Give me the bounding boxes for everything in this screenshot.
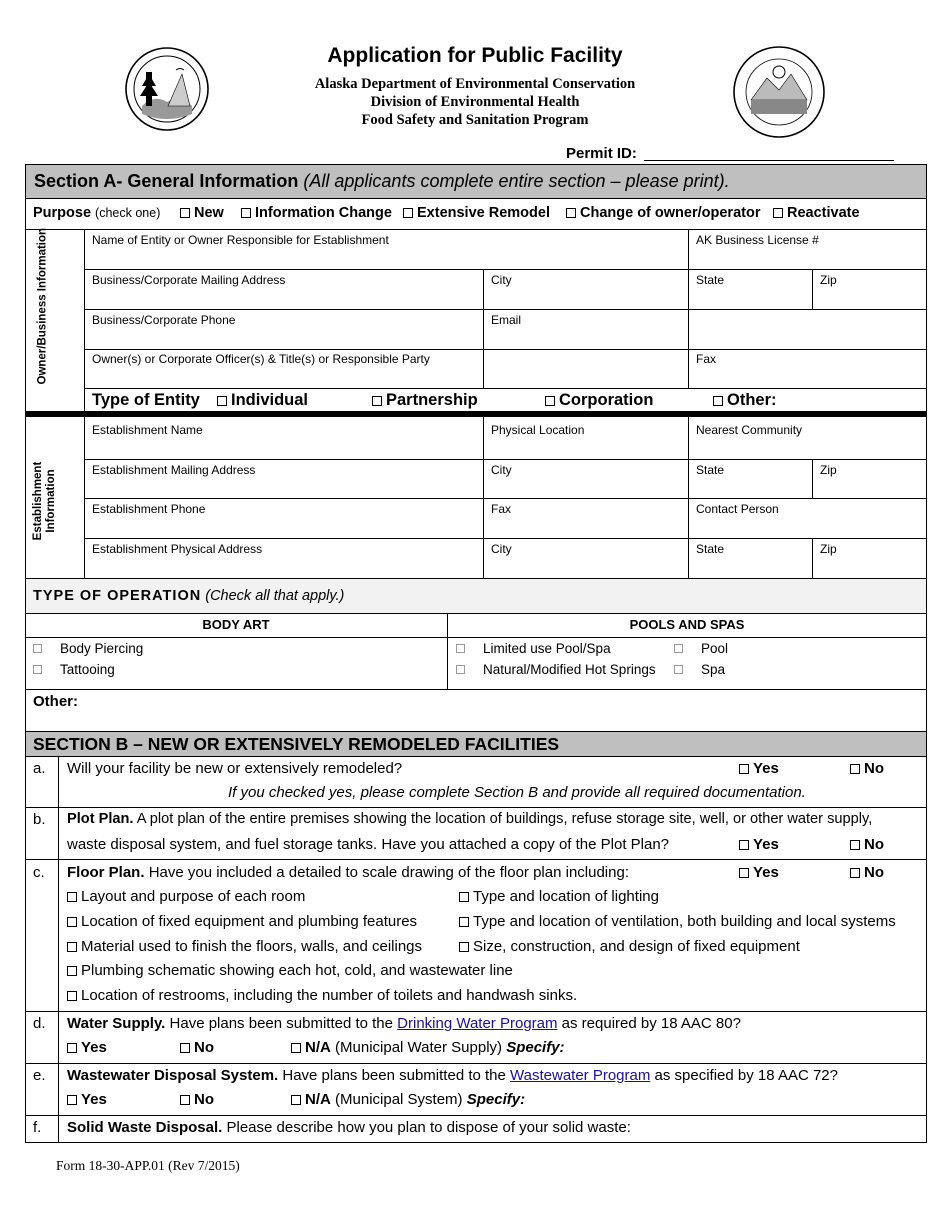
floor-plan-item[interactable]: Type and location of lighting xyxy=(459,888,659,905)
checkbox-icon xyxy=(217,396,227,406)
checkbox-icon xyxy=(180,1095,190,1105)
floor-plan-item[interactable]: Plumbing schematic showing each hot, cold, and wastewater line xyxy=(67,962,513,979)
item-a-question: Will your facility be new or extensively remodeled? xyxy=(67,760,403,777)
item-e-yes[interactable]: Yes xyxy=(67,1091,107,1108)
establishment-physical-address-field[interactable]: Establishment Physical Address xyxy=(92,542,263,556)
checkbox-icon xyxy=(67,942,77,952)
checkbox-icon xyxy=(67,917,77,927)
checkbox-icon xyxy=(850,840,860,850)
section-divider xyxy=(25,411,927,417)
business-state-field[interactable]: State xyxy=(696,273,725,287)
body-art-header: BODY ART xyxy=(202,617,270,632)
floor-plan-item[interactable]: Location of fixed equipment and plumbing features xyxy=(67,913,417,930)
checkbox-icon xyxy=(739,764,749,774)
checkbox-icon xyxy=(739,868,749,878)
spa-option[interactable]: Spa xyxy=(674,662,725,677)
checkbox-icon xyxy=(456,665,465,674)
item-a-letter: a. xyxy=(33,760,46,777)
wastewater-program-link[interactable]: Wastewater Program xyxy=(510,1067,651,1084)
checkbox-icon xyxy=(566,208,576,218)
checkbox-icon xyxy=(773,208,783,218)
checkbox-icon xyxy=(67,966,77,976)
nearest-community-field[interactable]: Nearest Community xyxy=(696,423,803,437)
establishment-mailing-address-field[interactable]: Establishment Mailing Address xyxy=(92,463,256,477)
floor-plan-item[interactable]: Material used to finish the floors, walls, and ceilings xyxy=(67,938,422,955)
item-e-na[interactable]: N/A (Municipal System) Specify: xyxy=(291,1091,525,1108)
checkbox-icon xyxy=(67,1095,77,1105)
item-b-line1: Plot Plan. A plot plan of the entire premises showing the location of buildings, refuse storage site, well, or other water supply, xyxy=(67,811,873,827)
division-name: Division of Environmental Health xyxy=(370,94,580,110)
business-mailing-address-field[interactable]: Business/Corporate Mailing Address xyxy=(92,273,286,287)
checkbox-icon xyxy=(241,208,251,218)
entity-type-partnership[interactable]: Partnership xyxy=(372,391,478,410)
establishment-phone-field[interactable]: Establishment Phone xyxy=(92,502,206,516)
section-b-title: SECTION B – NEW OR EXTENSIVELY REMODELED FACILITIES xyxy=(33,734,560,754)
floor-plan-item[interactable]: Location of restrooms, including the number of toilets and handwash sinks. xyxy=(67,987,577,1004)
checkbox-icon xyxy=(739,840,749,850)
entity-name-field[interactable]: Name of Entity or Owner Responsible for Establishment xyxy=(92,233,389,247)
purpose-hint: (check one) xyxy=(95,206,161,220)
item-a-yes[interactable]: Yes xyxy=(739,760,779,777)
item-d-na[interactable]: N/A (Municipal Water Supply) Specify: xyxy=(291,1039,565,1056)
checkbox-icon xyxy=(67,1043,77,1053)
item-b-line2: waste disposal system, and fuel storage tanks. Have you attached a copy of the Plot Plan? xyxy=(67,836,670,853)
operation-label: TYPE OF OPERATION xyxy=(33,588,202,604)
tattooing-option[interactable]: Tattooing xyxy=(33,662,115,677)
checkbox-icon xyxy=(403,208,413,218)
business-zip-field[interactable]: Zip xyxy=(820,273,837,287)
responsible-party-field[interactable]: Owner(s) or Corporate Officer(s) & Title(s) or Responsible Party xyxy=(92,352,430,366)
checkbox-icon xyxy=(456,644,465,653)
business-city-field[interactable]: City xyxy=(491,273,512,287)
body-piercing-option[interactable]: Body Piercing xyxy=(33,641,143,656)
department-name: Alaska Department of Environmental Conservation xyxy=(314,76,636,92)
checkbox-icon xyxy=(459,917,469,927)
checkbox-icon xyxy=(545,396,555,406)
checkbox-icon xyxy=(459,942,469,952)
section-a-header xyxy=(25,164,927,199)
item-f-question[interactable]: Solid Waste Disposal. Please describe how you plan to dispose of your solid waste: xyxy=(67,1119,631,1136)
floor-plan-item[interactable]: Layout and purpose of each room xyxy=(67,888,305,905)
purpose-option-reactivate[interactable]: Reactivate xyxy=(773,205,860,221)
purpose-option-change-owner[interactable]: Change of owner/operator xyxy=(566,205,760,221)
item-d-letter: d. xyxy=(33,1015,46,1032)
section-a-subtitle: (All applicants complete entire section – please print). xyxy=(303,171,730,191)
checkbox-icon xyxy=(850,868,860,878)
form-number: Form 18-30-APP.01 (Rev 7/2015) xyxy=(56,1158,240,1173)
checkbox-icon xyxy=(459,892,469,902)
item-b-yes[interactable]: Yes xyxy=(739,836,779,853)
establishment-city2-field[interactable]: City xyxy=(491,542,512,556)
checkbox-icon xyxy=(67,892,77,902)
purpose-label: Purpose xyxy=(33,205,92,221)
checkbox-icon xyxy=(67,991,77,1001)
establishment-zip-field[interactable]: Zip xyxy=(820,463,837,477)
item-e-no[interactable]: No xyxy=(180,1091,214,1108)
item-d-question: Water Supply. Have plans been submitted to the Drinking Water Program as required by 18 AAC 80? xyxy=(67,1015,741,1032)
permit-id-field[interactable] xyxy=(644,160,894,161)
checkbox-icon xyxy=(674,644,683,653)
checkbox-icon xyxy=(180,208,190,218)
permit-id-label: Permit ID: xyxy=(566,145,637,162)
checkbox-icon xyxy=(713,396,723,406)
checkbox-icon xyxy=(33,665,42,674)
checkbox-icon xyxy=(291,1043,301,1053)
purpose-option-new[interactable]: New xyxy=(180,205,224,221)
business-phone-field[interactable]: Business/Corporate Phone xyxy=(92,313,236,327)
item-a-note: If you checked yes, please complete Section B and provide all required documentation. xyxy=(228,784,806,801)
item-c-yes[interactable]: Yes xyxy=(739,864,779,881)
business-email-field[interactable]: Email xyxy=(491,313,522,327)
checkbox-icon xyxy=(372,396,382,406)
item-b-no[interactable]: No xyxy=(850,836,884,853)
physical-location-field[interactable]: Physical Location xyxy=(491,423,585,437)
purpose-option-extensive-remodel[interactable]: Extensive Remodel xyxy=(403,205,550,221)
business-fax-field[interactable]: Fax xyxy=(696,352,717,366)
operation-header xyxy=(33,588,344,604)
operation-hint: (Check all that apply.) xyxy=(205,588,345,604)
checkbox-icon xyxy=(180,1043,190,1053)
purpose-row xyxy=(33,205,160,221)
entity-type-other[interactable]: Other: xyxy=(713,391,777,410)
item-b-letter: b. xyxy=(33,811,46,828)
limited-use-pool-option[interactable]: Limited use Pool/Spa xyxy=(456,641,611,656)
item-c-question: Floor Plan. Have you included a detailed to scale drawing of the floor plan including: xyxy=(67,864,629,881)
establishment-city-field[interactable]: City xyxy=(491,463,512,477)
purpose-option-info-change[interactable]: Information Change xyxy=(241,205,392,221)
item-c-no[interactable]: No xyxy=(850,864,884,881)
pools-spas-header: POOLS AND SPAS xyxy=(629,617,745,632)
floor-plan-item[interactable]: Type and location of ventilation, both building and local systems xyxy=(459,913,896,930)
item-d-no[interactable]: No xyxy=(180,1039,214,1056)
item-d-yes[interactable]: Yes xyxy=(67,1039,107,1056)
form-title: Application for Public Facility xyxy=(327,44,623,67)
operation-other-field[interactable]: Other: xyxy=(33,693,78,710)
drinking-water-program-link[interactable]: Drinking Water Program xyxy=(397,1015,558,1032)
item-e-question: Wastewater Disposal System. Have plans been submitted to the Wastewater Program as specified by 18 AAC 72? xyxy=(67,1067,838,1084)
alaska-state-seal xyxy=(729,44,829,140)
establishment-side-label: Establishment Information xyxy=(32,461,57,541)
establishment-name-field[interactable]: Establishment Name xyxy=(92,423,203,437)
checkbox-icon xyxy=(850,764,860,774)
establishment-state-field[interactable]: State xyxy=(696,463,725,477)
hot-springs-option[interactable]: Natural/Modified Hot Springs xyxy=(456,662,656,677)
establishment-state2-field[interactable]: State xyxy=(696,542,725,556)
program-name: Food Safety and Sanitation Program xyxy=(361,112,589,128)
checkbox-icon xyxy=(674,665,683,674)
establishment-zip2-field[interactable]: Zip xyxy=(820,542,837,556)
checkbox-icon xyxy=(291,1095,301,1105)
item-e-letter: e. xyxy=(33,1067,46,1084)
item-a-no[interactable]: No xyxy=(850,760,884,777)
floor-plan-item[interactable]: Size, construction, and design of fixed equipment xyxy=(459,938,800,955)
item-f-letter: f. xyxy=(33,1119,42,1136)
entity-type-corporation[interactable]: Corporation xyxy=(545,391,653,410)
entity-type-label: Type of Entity xyxy=(92,391,200,409)
establishment-fax-field[interactable]: Fax xyxy=(491,502,512,516)
section-a-title: Section A- General Information xyxy=(34,171,299,191)
pool-option[interactable]: Pool xyxy=(674,641,728,656)
contact-person-field[interactable]: Contact Person xyxy=(696,502,779,516)
entity-type-individual[interactable]: Individual xyxy=(217,391,308,410)
checkbox-icon xyxy=(33,644,42,653)
item-c-letter: c. xyxy=(33,864,45,881)
owner-business-side-label: Owner/Business Information xyxy=(36,227,49,385)
business-license-field[interactable]: AK Business License # xyxy=(696,233,819,247)
